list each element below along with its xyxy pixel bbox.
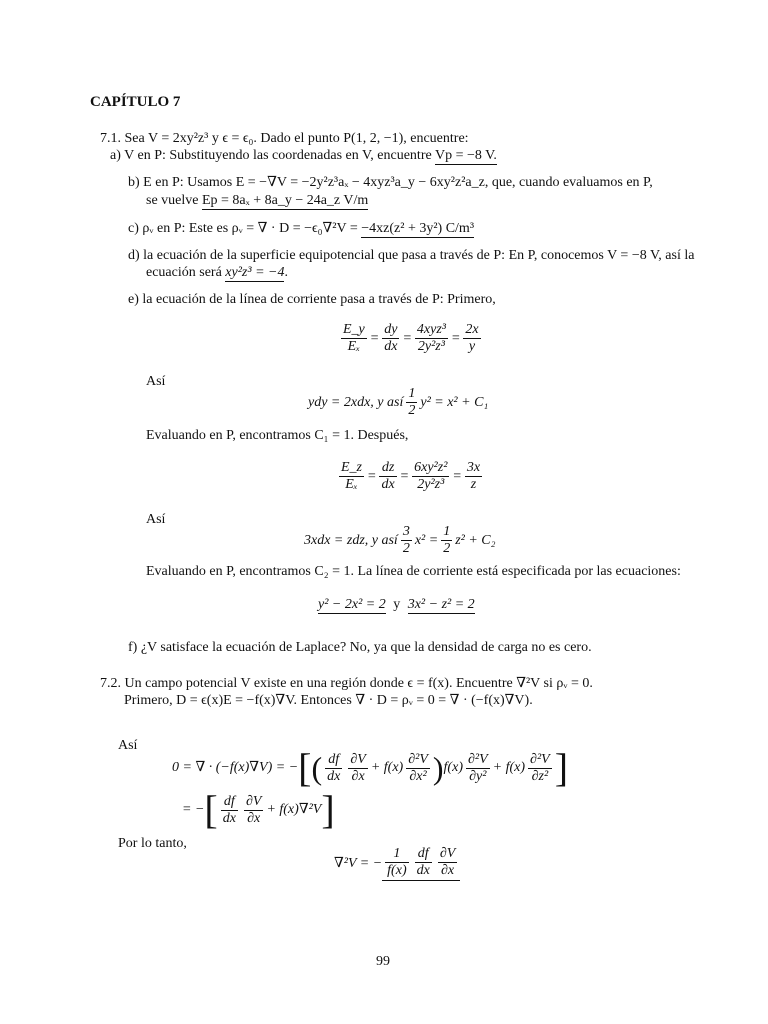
- part-d-text2: ecuación será: [146, 265, 222, 280]
- part-f-text: ¿V satisface la ecuación de Laplace? No, ya que la densidad de carga no es cero.: [140, 640, 592, 655]
- page-number: 99: [376, 954, 390, 969]
- part-b: [128, 175, 653, 191]
- part-a-text: V en P: Substituyendo las coordenadas en V, encuentre: [124, 148, 432, 163]
- problem-statement: Un campo potencial V existe en una región donde ϵ = f(x). Encuentre ∇²V si ρᵥ = 0.: [124, 676, 593, 691]
- evaluation-c2: Evaluando en P, encontramos C₂ = 1. La línea de corriente está especificada por las ecuaciones:: [146, 564, 681, 579]
- equation-streamline-2: ydy = 2xdx, y así $\frac{1}{2}$ y² = x² + C₁: [308, 386, 489, 418]
- equation-streamline-1: $\frac{E\_y}{\text{Eₓ}}$ = $\frac{dy}{dx}$ = $\frac{\text{4xyz³}}{\text{2y²z³}}$ = $\frac{2x}{y}$: [343, 322, 479, 354]
- equation-laplacian-1: 0 = ∇ · (−f(x)∇V) = − [ ( $\frac{df}{dx}$ $\frac{\partial V}{\partial x}$ + f(x) $\frac{\text{∂²V}}{\text{∂x²}}$ ) f(x) $\frac{\text{∂²V}}{\text{∂y²}}$ + f(x) $\frac{\text{∂²V}}{\text{∂z²}}$ ]: [172, 745, 569, 790]
- part-e-label: e): [128, 292, 139, 307]
- part-b-line2: [146, 193, 368, 209]
- part-e-text: la ecuación de la línea de corriente pasa a través de P: Primero,: [142, 292, 496, 307]
- evaluation-c1: Evaluando en P, encontramos C₁ = 1. Después,: [146, 428, 409, 443]
- por-lo-tanto-label: Por lo tanto,: [118, 836, 187, 851]
- part-b-text: E en P: Usamos E = −∇V = −2y²z³aₓ − 4xyz³a_y − 6xy²z²a_z, que, cuando evaluamos en P,: [143, 175, 653, 190]
- chapter-title: CAPÍTULO 7: [90, 94, 181, 110]
- problem-7-1-intro: [100, 131, 469, 147]
- problem-number: 7.1.: [100, 131, 121, 146]
- part-d-answer: xy²z³ = −4: [225, 265, 285, 280]
- part-a-label: a): [110, 148, 121, 163]
- part-a: [110, 148, 497, 164]
- equation-streamline-4: 3xdx = zdz, y así $\frac{3}{2}$ x² = $\frac{1}{2}$ z² + C₂: [304, 524, 496, 556]
- streamline-answer-1: y² − 2x² = 2: [318, 597, 386, 612]
- part-b-text2: se vuelve: [146, 193, 199, 208]
- equation-streamline-3: $\frac{E\_z}{\text{Eₓ}}$ = $\frac{dz}{dx}$ = $\frac{\text{6xy²z²}}{\text{2y²z³}}$ = $\frac{3x}{z}$: [341, 460, 481, 492]
- streamline-answer: y² − 2x² = 2 y 3x² − z² = 2: [318, 597, 475, 612]
- part-a-answer: Vp = −8 V.: [434, 148, 497, 163]
- asi-label-2: Así: [146, 512, 166, 527]
- asi-label-1: Así: [146, 374, 166, 389]
- part-b-answer: Ep = 8aₓ + 8a_y − 24a_z V/m: [201, 193, 369, 208]
- equation-laplacian-2: = − [ $\frac{df}{dx}$ $\frac{\partial V}{\partial x}$ + f(x)∇²V ]: [182, 787, 335, 832]
- problem-7-2-line1: [100, 676, 593, 692]
- part-c-text: ρᵥ en P: Este es ρᵥ = ∇ · D = −ϵ₀∇²V =: [142, 221, 358, 236]
- problem-number: 7.2.: [100, 676, 121, 691]
- part-d-text: la ecuación de la superficie equipotencial que pasa a través de P: En P, conocemos V = −8 V, así la: [143, 248, 695, 263]
- problem-statement: Sea V = 2xy²z³ y ϵ = ϵ₀. Dado el punto P(1, 2, −1), encuentre:: [124, 131, 469, 146]
- part-c-answer: −4xz(z² + 3y²) C/m³: [361, 221, 475, 236]
- part-d: [128, 248, 694, 264]
- part-f-label: f): [128, 640, 138, 655]
- part-f: [128, 640, 592, 656]
- part-c-label: c): [128, 221, 139, 236]
- part-d-label: d): [128, 248, 140, 263]
- part-c: [128, 221, 474, 237]
- part-d-line2: ecuación será xy²z³ = −4.: [146, 265, 288, 280]
- asi-label-3: Así: [118, 738, 138, 753]
- streamline-answer-2: 3x² − z² = 2: [407, 597, 475, 612]
- part-e: [128, 292, 496, 308]
- problem-7-2-line2: Primero, D = ϵ(x)E = −f(x)∇V. Entonces ∇ · D = ρᵥ = 0 = ∇ · (−f(x)∇V).: [124, 693, 533, 708]
- equation-laplacian-result: ∇²V = − $\frac{1}{f(x)}$ $\frac{df}{dx}$ $\frac{\partial V}{\partial x}$: [334, 846, 460, 881]
- part-b-label: b): [128, 175, 140, 190]
